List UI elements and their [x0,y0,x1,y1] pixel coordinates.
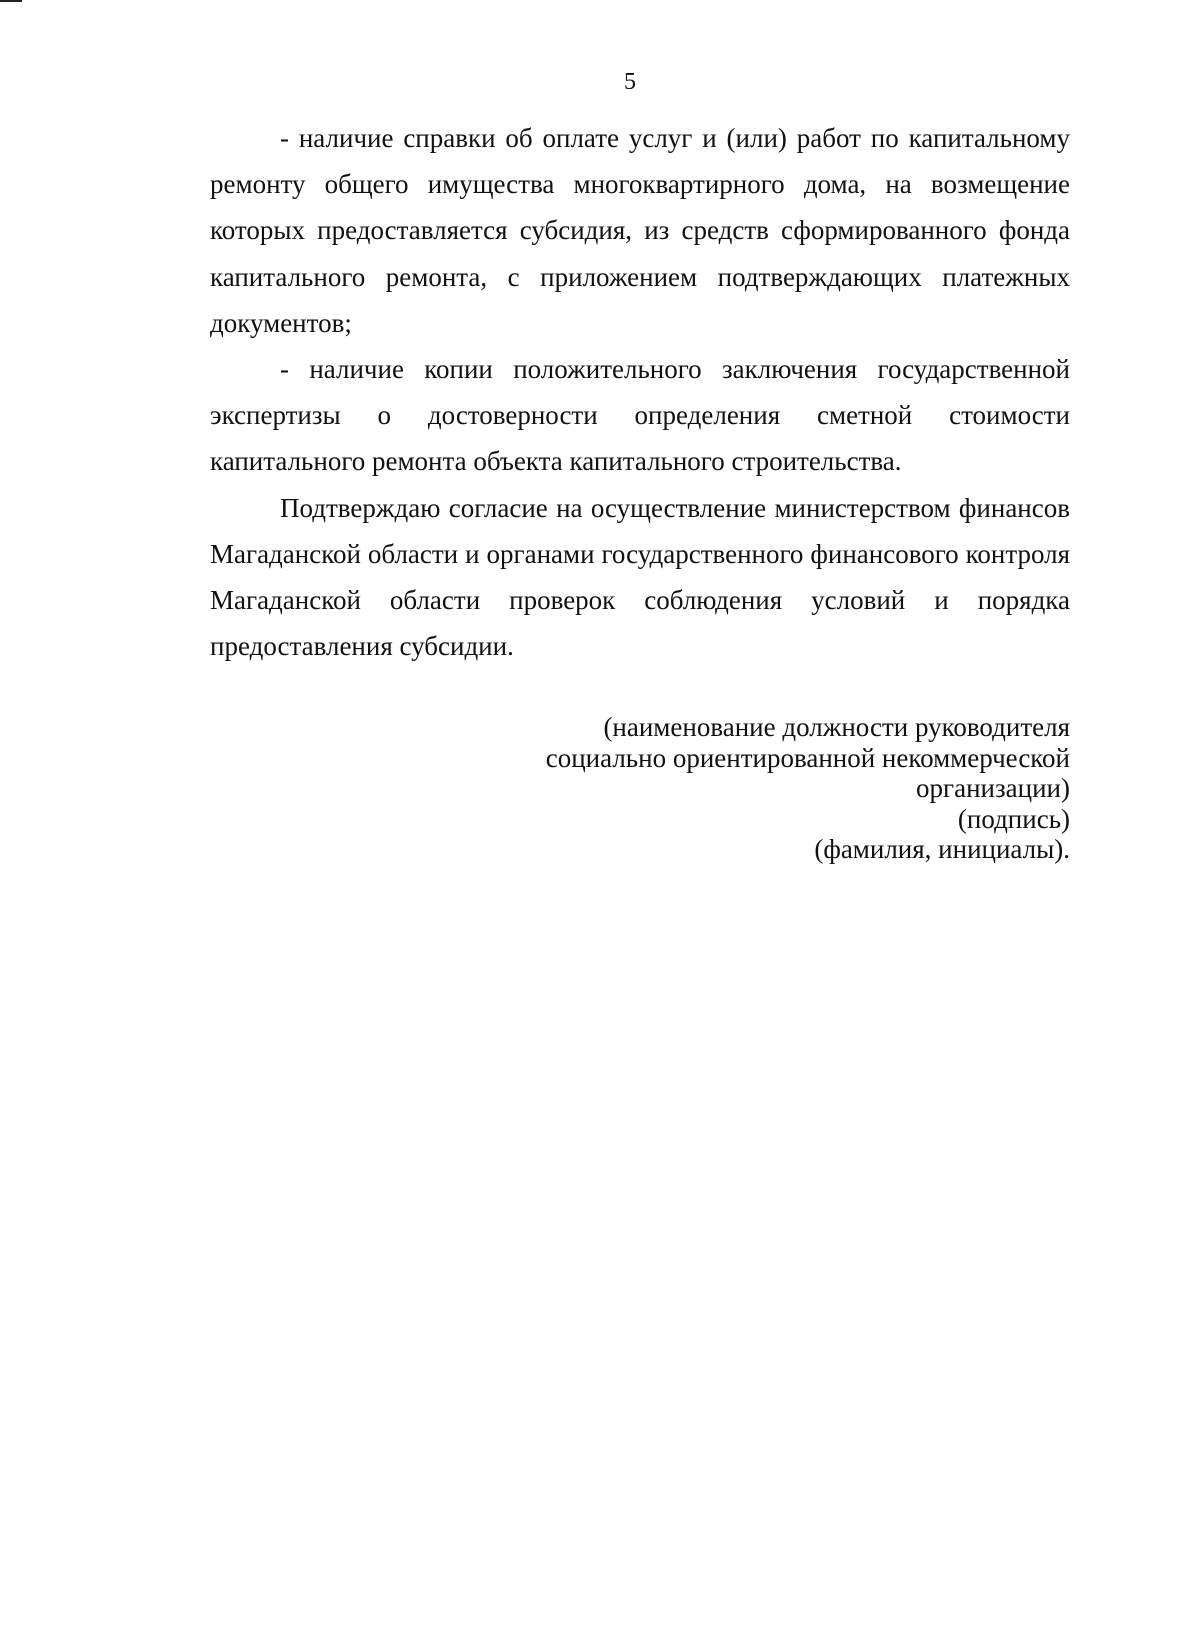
paragraph-consent: Подтверждаю согласие на осуществление министерством финансов Магаданской области и органами государственного финансового контроля Магаданской области проверок соблюдения условий и порядка предоставления субсидии. [210,492,1070,662]
signature-name-line: (фамилия, инициалы). [814,834,1070,865]
paragraph-expertise-conclusion: - наличие копии положительного заключения государственной экспертизы о достоверности определения сметной стоимости капитального ремонта объекта капитального строительства. [210,354,1070,477]
signature-position-line-3: организации) [916,773,1070,804]
signature-position-line-2: социально ориентированной некоммерческой [545,742,1070,773]
scan-edge-mark [0,0,22,2]
signature-position-line-1: (наименование должности руководителя [603,712,1070,742]
signature-block [450,712,1070,865]
document-body [210,115,1070,669]
page-number: 5 [624,69,636,95]
paragraph-payment-certificate: - наличие справки об оплате услуг и (или) работ по капитальному ремонту общего имущества многоквартирного дома, на возмещение которых предоставляется субсидия, из средств сформированного фонда капитального ремонта, с приложением подтверждающих платежных документов; [210,123,1070,338]
signature-sign-line: (подпись) [957,803,1070,834]
